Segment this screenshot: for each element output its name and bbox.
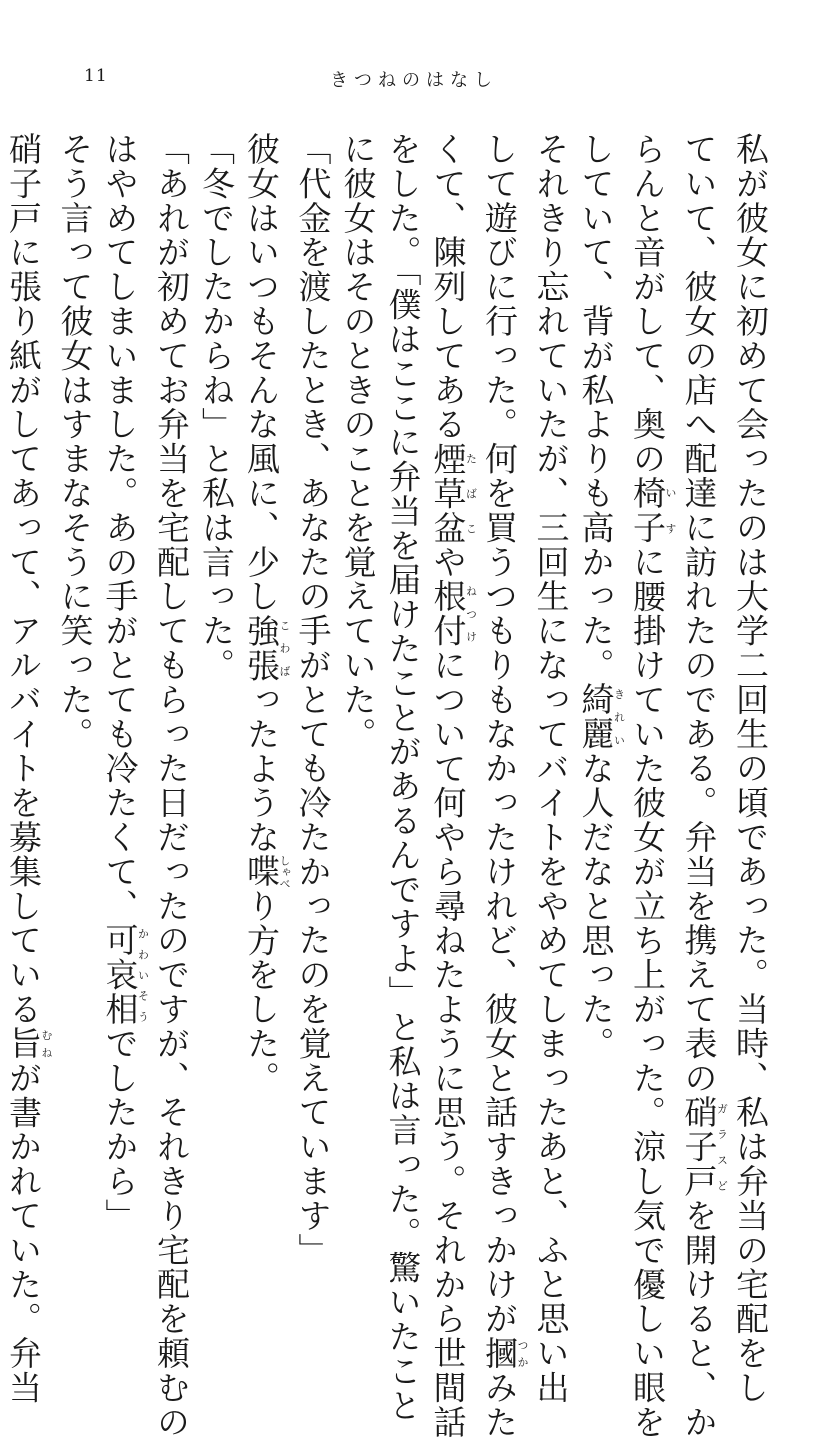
text-line-13: 「あれが初めてお弁当を宅配してもらった日だったのですが、それきり宅配を頼むの — [152, 132, 191, 1439]
ruby-mune: 旨むね — [4, 1026, 53, 1061]
text-line-6: して遊びに行った。何を買うつもりもなかったけれど、彼女と話すきっかけが摑つかみた — [480, 132, 529, 1439]
text-line-8: をした。「僕はここに弁当を届けたことがあるんですよ」と私は言った。驚いたこと — [383, 132, 423, 1423]
text-line-1: 私が彼女に初めて会ったのは大学二回生の頃であった。当時、私は弁当の宅配をし — [731, 132, 770, 1405]
ruby-kirei: 綺麗きれい — [576, 682, 626, 752]
text-line-9: に彼女はそのときのことを覚えていた。 — [338, 132, 378, 752]
ruby-tsuka: 摑つか — [480, 1336, 529, 1371]
text-line-7: くて、陳列してある煙草盆たばこや根付ねつけについて何やら尋ねたように思う。それから世間話 — [428, 132, 478, 1439]
text-line-14: はやめてしまいました。あの手がとても冷たくて、可哀相かわいそうでしたから」 — [100, 132, 150, 1233]
ruby-kowaba: 強張こわば — [242, 613, 291, 683]
ruby-shabe: 喋しゃべ — [242, 854, 291, 889]
ruby-netsuke: 根付ねつけ — [428, 579, 478, 649]
page-number: 11 — [84, 66, 108, 86]
text-line-2: ていて、彼女の店へ配達に訪れたのである。弁当を携えて表の硝子戸ガラスどを開けると、か — [679, 132, 729, 1439]
ruby-tabakobon: 煙草盆たばこ — [428, 441, 478, 545]
text-line-10: 「代金を渡したとき、あなたの手がとても冷たかったのを覚えています」 — [293, 132, 333, 1268]
text-line-12: 「冬でしたからね」と私は言った。 — [197, 132, 236, 683]
ruby-kawaisou: 可哀相かわいそう — [100, 923, 150, 1027]
ruby-isu: 椅子いす — [628, 476, 677, 545]
ruby-garasudo: 硝子戸ガラスど — [679, 1095, 729, 1199]
text-line-3: らんと音がして、奥の椅子いすに腰掛けていた彼女が立ち上がった。涼し気で優しい眼を — [628, 132, 677, 1439]
text-line-16: 硝子戸に張り紙がしてあって、アルバイトを募集している旨むねが書かれていた。弁当 — [4, 132, 53, 1405]
body-text — [1, 132, 773, 1439]
running-title: きつねのはなし — [330, 70, 498, 91]
text-line-11: 彼女はいつもそんな風に、少し強張こわばったような喋しゃべり方をした。 — [242, 132, 291, 1096]
text-line-5: それきり忘れていたが、三回生になってバイトをやめてしまったあと、ふと思い出 — [531, 132, 571, 1405]
text-line-4: していて、背が私よりも高かった。綺麗きれいな人だなと思った。 — [576, 132, 626, 1061]
text-line-15: そう言って彼女はすまなそうに笑った。 — [55, 132, 95, 752]
